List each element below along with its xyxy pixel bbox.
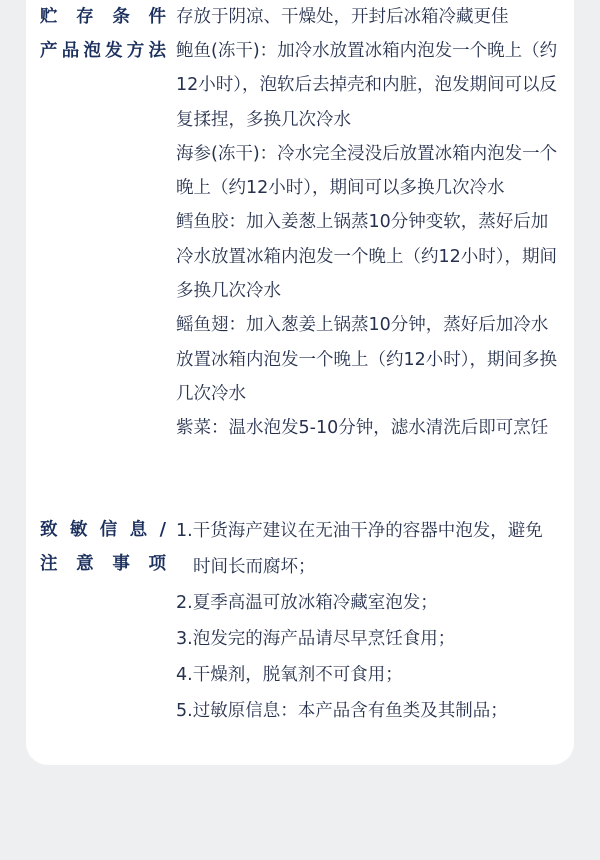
label-char: 方 — [126, 41, 145, 61]
label-char: 泡 — [83, 41, 101, 61]
soaking-item-abalone: 鲍鱼(冻干)：加冷水放置冰箱内泡发一个晚上（约12小时），泡软后去掉壳和内脏，泡发期间可以反复揉捏，多换几次冷水 — [176, 41, 558, 130]
label-char: 息 — [129, 520, 148, 540]
label-char: 贮 — [40, 7, 58, 27]
soaking-label — [40, 34, 172, 68]
label-char: 项 — [148, 554, 166, 574]
storage-label-line — [40, 0, 166, 34]
label-char: 法 — [148, 41, 166, 61]
storage-value: 存放于阴凉、干燥处，开封后冰箱冷藏更佳 — [176, 7, 509, 27]
note-item: 2.夏季高温可放冰箱冷藏室泡发； — [176, 593, 438, 613]
note-item: 4.干燥剂，脱氧剂不可食用； — [176, 665, 403, 685]
notes-list — [176, 513, 560, 729]
note-item: 5.过敏原信息：本产品含有鱼类及其制品； — [176, 701, 508, 721]
soaking-method-list — [176, 34, 560, 446]
label-char: 敏 — [69, 520, 88, 540]
label-char: 产 — [40, 41, 58, 61]
note-item: 3.泡发完的海产品请尽早烹饪食用； — [176, 629, 456, 649]
label-char: 意 — [76, 554, 94, 574]
storage-label — [40, 0, 172, 34]
notes-label — [40, 513, 172, 581]
notes-label-line-1 — [40, 513, 166, 547]
label-char: 致 — [40, 520, 58, 540]
label-char: / — [159, 520, 166, 540]
label-char: 条 — [112, 7, 130, 27]
label-char: 信 — [99, 520, 118, 540]
label-char: 品 — [61, 41, 80, 61]
label-char: 存 — [76, 7, 94, 27]
label-char: 事 — [112, 554, 130, 574]
soaking-item-sea-cucumber: 海参(冻干)：冷水完全浸没后放置冰箱内泡发一个晚上（约12小时），期间可以多换几次冷水 — [176, 143, 558, 199]
soaking-item-seaweed: 紫菜：温水泡发5-10分钟，滤水清洗后即可烹饪 — [176, 418, 549, 439]
label-char: 注 — [40, 554, 58, 574]
note-item: 1.干货海产建议在无油干净的容器中泡发，避免时间长而腐坏； — [176, 521, 543, 577]
label-char: 发 — [105, 41, 123, 61]
notes-label-line-2 — [40, 547, 166, 581]
soaking-item-cod-maw: 鳕鱼胶：加入姜葱上锅蒸10分钟变软，蒸好后加冷水放置冰箱内泡发一个晚上（约12小时），期间多换几次冷水 — [176, 212, 558, 302]
storage-text — [176, 0, 560, 34]
soaking-label-line — [40, 34, 166, 68]
label-char: 件 — [148, 7, 166, 27]
soaking-item-ray-fin: 鳐鱼翅：加入葱姜上锅蒸10分钟，蒸好后加冷水放置冰箱内泡发一个晚上（约12小时），期间多换几次冷水 — [176, 315, 558, 404]
